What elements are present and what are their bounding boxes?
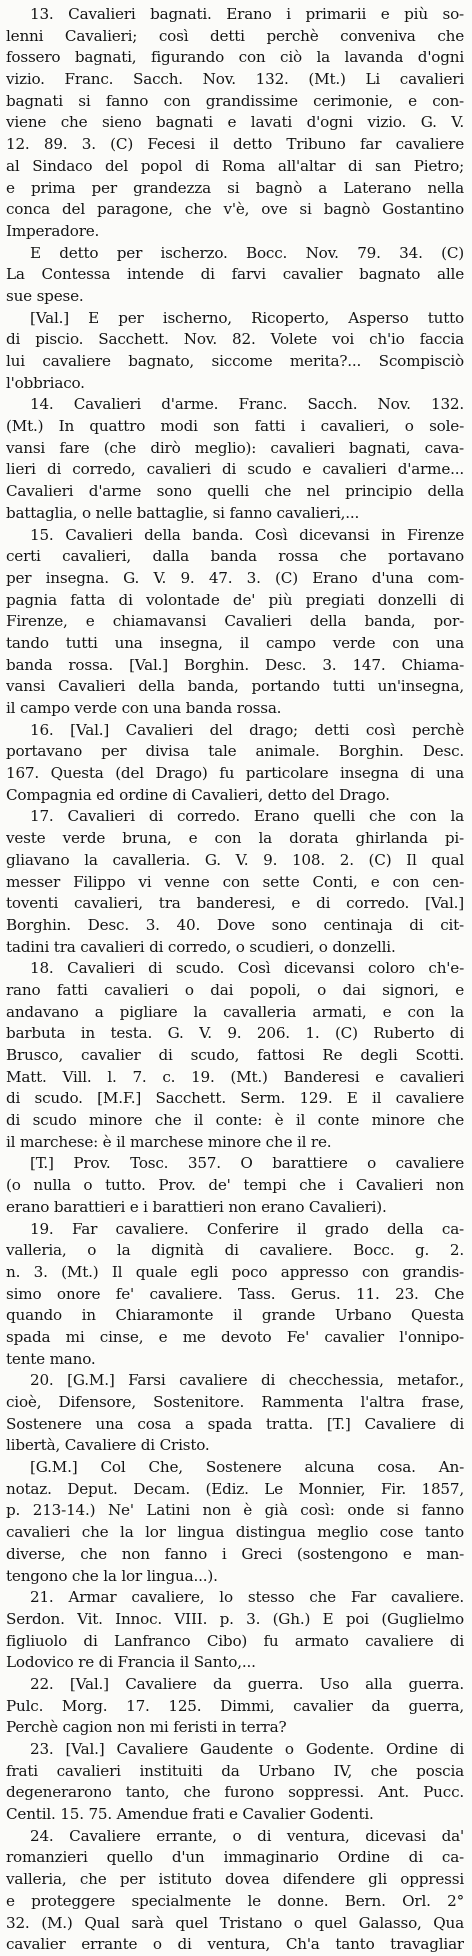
text-line: sue spese. <box>6 286 84 305</box>
text-line: Borghin. Desc. 3. 40. Dove sono centinaja di cit- <box>6 915 464 934</box>
text-line: 22. [Val.] Cavaliere da guerra. Uso alla guerra. <box>30 1674 464 1693</box>
text-line: viene che sieno bagnati e lavati d'ogni vizio. G. V. <box>6 113 464 132</box>
text-line: valleria, che per istituto dovea difendere gli oppressi <box>6 1870 464 1889</box>
text-line: n. 3. (Mt.) Il quale egli poco appresso con grandis- <box>6 1262 464 1281</box>
text-line: l'obbriaco. <box>6 373 85 392</box>
text-line: notaz. Deput. Decam. (Ediz. Le Monnier, Fir. 1857, <box>6 1479 464 1498</box>
text-line: cavalieri che la lor lingua distingua meglio cose tanto <box>6 1523 464 1542</box>
text-line: veste verde bruna, e con la dorata ghirlanda pi- <box>6 829 464 848</box>
text-line: Brusco, cavalier di scudo, fattosi Re degli Scotti. <box>6 1046 464 1064</box>
text-line: Firenze, e chiamavansi Cavalieri della banda, por- <box>6 612 464 631</box>
text-line: Compagnia ed ordine di Cavalieri, detto del Drago. <box>6 785 390 804</box>
text-line: Lodovico re di Francia il Santo,... <box>6 1653 256 1672</box>
text-line: frati cavalieri instituiti da Urbano IV, che poscia <box>6 1761 464 1780</box>
text-line: messer Filippo vi venne con sette Conti, e con cen- <box>6 872 464 891</box>
text-line: degenerarono tanto, che furono soppressi. Ant. Pucc. <box>6 1783 464 1802</box>
text-line: Centil. 15. 75. Amendue frati e Cavalier Godenti. <box>6 1805 374 1824</box>
text-line: di scudo. [M.F.] Sacchett. Serm. 129. E il cavaliere <box>6 1089 464 1108</box>
text-line: e proteggere specialmente le donne. Bern. Orl. 2° <box>6 1891 464 1910</box>
text-line: romanzieri quello d'un immaginario Ordine di ca- <box>6 1848 464 1867</box>
text-line: pagnia fatta di volontade de' più pregiati donzelli di <box>6 590 464 609</box>
text-line: quando in Chiaramonte il grande Urbano Questa <box>6 1306 464 1325</box>
text-line: 167. Questa (del Drago) fu particolare insegna di una <box>6 764 464 783</box>
text-line: (o nulla o tutto. Prov. de' tempi che i Cavalieri non <box>6 1176 464 1195</box>
text-line: cioè, Difensore, Sostenitore. Rammenta l'altra frase, <box>6 1393 464 1411</box>
text-line: di piscio. Sacchett. Nov. 82. Volete voi ch'io faccia <box>6 330 464 349</box>
text-line: bagnati si fanno con grandissime cerimonie, e con- <box>6 91 464 110</box>
text-line: barbuta in testa. G. V. 9. 206. 1. (C) Ruberto di <box>6 1024 464 1043</box>
text-line: lieri di corredo, cavalieri di scudo e cavalieri d'arme... <box>6 460 464 479</box>
text-line: Cavalieri d'arme sono quelli che nel principio della <box>6 482 464 501</box>
text-line: cavalier errante o di ventura, Ch'a tanto travagliar <box>6 1935 464 1954</box>
text-line: spada mi cinse, e me devoto Fe' cavalier l'onnipo- <box>6 1327 464 1346</box>
text-line: 32. (M.) Qual sarà quel Tristano o quel Galasso, Qua <box>6 1913 464 1932</box>
text-line: battaglia, o nelle battaglie, si fanno cavalieri,... <box>6 503 360 522</box>
text-line: [T.] Prov. Tosc. 357. O barattiere o cavaliere <box>30 1154 464 1173</box>
text-line: tando tutti una insegna, il campo verde con una <box>6 633 464 652</box>
text-line: portavano per divisa tale animale. Borghin. Desc. <box>6 742 464 761</box>
text-line: 17. Cavalieri di corredo. Erano quelli che con la <box>30 807 464 826</box>
text-line: lui cavaliere bagnato, siccome merita?... Scompisciò <box>6 352 464 370</box>
text-line: 20. [G.M.] Farsi cavaliere di checchessia, metafor., <box>30 1371 464 1390</box>
text-line: Serdon. Vit. Innoc. VIII. p. 3. (Gh.) E poi (Guglielmo <box>6 1609 464 1628</box>
text-line: [Val.] E per ischerno, Ricoperto, Asperso tutto <box>30 308 464 327</box>
text-line: rano fatti cavalieri o dai popoli, o dai signori, e <box>6 980 464 999</box>
text-line: 21. Armar cavaliere, lo stesso che Far cavaliere. <box>30 1588 464 1607</box>
text-line: Matt. Vill. l. 7. c. 19. (Mt.) Banderesi e cavalieri <box>6 1067 464 1086</box>
text-line: libertà, Cavaliere di Cristo. <box>6 1436 210 1455</box>
text-line: figliuolo di Lanfranco Cibo) fu armato cavaliere di <box>6 1631 464 1650</box>
text-line: La Contessa intende di farvi cavalier bagnato alle <box>6 265 464 284</box>
text-line: al Sindaco del popol di Roma all'altar di san Pietro; <box>6 156 464 175</box>
text-line: per insegna. G. V. 9. 47. 3. (C) Erano d'una com- <box>6 568 464 587</box>
text-line: e prima per grandezza si bagnò a Laterano nella <box>6 178 464 197</box>
text-line: andavano a pigliare la cavalleria armati, e con la <box>6 1002 464 1021</box>
text-line: 18. Cavalieri di scudo. Così dicevansi coloro ch'e- <box>30 959 464 978</box>
text-line: gliavano la cavalleria. G. V. 9. 108. 2. (C) Il qual <box>6 850 464 869</box>
text-line: Imperadore. <box>6 221 100 240</box>
text-line: 23. [Val.] Cavaliere Gaudente o Godente. Ordine di <box>30 1740 464 1758</box>
text-line: 13. Cavalieri bagnati. Erano i primarii e più so- <box>30 5 464 23</box>
text-line: 24. Cavaliere errante, o di ventura, dicevasi da' <box>30 1826 464 1845</box>
text-line: 15. Cavalieri della banda. Così dicevansi in Firenze <box>30 525 464 544</box>
text-line: Sostenere una cosa a spada tratta. [T.] Cavaliere di <box>6 1414 464 1433</box>
text-line: tadini tra cavalieri di corredo, o scudieri, o donzelli. <box>6 937 396 956</box>
text-line: vizio. Franc. Sacch. Nov. 132. (Mt.) Li cavalieri <box>6 70 464 89</box>
text-line: p. 213-14.) Ne' Latini non è già così: onde si fanno <box>6 1501 464 1520</box>
text-line: conca del paragone, che v'è, ove si bagnò Gostantino <box>6 200 464 219</box>
text-line: valleria, o la dignità di cavaliere. Bocc. g. 2. <box>6 1241 464 1260</box>
text-line: erano barattieri e i barattieri non erano Cavalieri). <box>6 1197 387 1216</box>
text-line: simo onore fe' cavaliere. Tass. Gerus. 11. 23. Che <box>6 1284 464 1303</box>
text-line: lenni Cavalieri; così detti perchè conveniva che <box>6 26 464 45</box>
text-line: 16. [Val.] Cavalieri del drago; detti così perchè <box>30 720 464 739</box>
text-line: di scudo minore che il conte: è il conte minore che <box>6 1111 464 1130</box>
text-line: 19. Far cavaliere. Conferire il grado della ca- <box>30 1219 464 1238</box>
text-line: diverse, che non fanno i Greci (sostengono e man- <box>6 1544 464 1563</box>
text-line: banda rossa. [Val.] Borghin. Desc. 3. 147. Chiama- <box>6 655 464 674</box>
text-line: vansi fare (che dirò meglio): cavalieri bagnati, cava- <box>6 438 464 457</box>
text-line: il marchese: è il marchese minore che il re. <box>6 1132 332 1151</box>
text-line: 12. 89. 3. (C) Fecesi il detto Tribuno far cavaliere <box>6 135 464 154</box>
text-line: Pulc. Morg. 17. 125. Dimmi, cavalier da guerra, <box>6 1696 464 1715</box>
text-line: tente mano. <box>6 1349 96 1368</box>
text-line: Perchè cagion non mi feristi in terra? <box>6 1718 287 1737</box>
text-line: toventi cavalieri, tra banderesi, e di corredo. [Val.] <box>6 894 464 913</box>
text-line: il campo verde con una banda rossa. <box>6 699 282 717</box>
text-line: 14. Cavalieri d'arme. Franc. Sacch. Nov. 132. <box>30 395 464 414</box>
text-line: fossero bagnati, figurando con ciò la lavanda d'ogni <box>6 48 464 67</box>
text-line: tengono che la lor lingua...). <box>6 1566 218 1585</box>
text-line: certi cavalieri, dalla banda rossa che portavano <box>6 547 464 566</box>
text-line: [G.M.] Col Che, Sostenere alcuna cosa. An- <box>30 1458 464 1477</box>
text-line: vansi Cavalieri della banda, portando tutti un'insegna, <box>6 677 464 696</box>
text-line: (Mt.) In quattro modi son fatti i cavalieri, o sole- <box>6 417 464 436</box>
text-line: E detto per ischerzo. Bocc. Nov. 79. 34. (C) <box>30 243 464 262</box>
